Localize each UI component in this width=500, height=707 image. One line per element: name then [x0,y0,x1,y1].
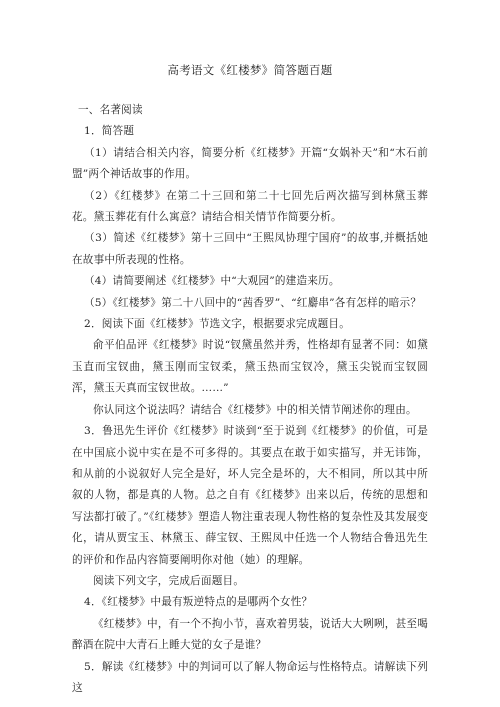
section-heading: 一、名著阅读 [78,104,143,116]
question-paragraph: （3）简述《红楼梦》第十三回中“王熙凤协理宁国府”的故事,并概括她在故事中所表现的性格。 [72,232,428,266]
question-paragraph: 3．鲁迅先生评价《红楼梦》时谈到“至于说到《红楼梦》的价值，可是在中国底小说中实在是不可多得的。其要点在敢于如实描写，并无讳饰，和从前的小说叙好人完全是好，坏人完全是坏的，大不相同，所以其中所叙的人物，都是真的人物。总之自有《红楼梦》出来以后，传统的思想和写法都打破了。”《红楼梦》塑造人物注重表现人物性格的复杂性及其发展变化，请从贾宝玉、林黛玉、薛宝钗、王熙凤中任选一个人物结合鲁迅先生的评价和作品内容简要阐明你对他（她）的理解。 [72,425,428,566]
question-paragraph: （5）《红楼梦》第二十八回中的“茜香罗”、“红麝串”各有怎样的暗示？ [84,296,422,309]
question-heading: 5．解读《红楼梦》中的判词可以了解人物命运与性格特点。请解读下列这 [72,660,428,694]
question-paragraph: （1）请结合相关内容，简要分析《红楼梦》开篇“女娲补天”和“木石前盟”两个神话故事的作用。 [72,146,428,181]
question-paragraph: （4）请简要阐述《红楼梦》中“大观园”的建造来历。 [84,275,340,288]
question-heading: 4．《红楼梦》中最有叛逆特点的是哪两个女性？ [84,596,313,609]
question-paragraph: 《红楼梦》中，有一个不拘小节，喜欢着男装，说话大大咧咧，甚至喝醉酒在院中大青石上睡大觉的女子是谁？ [72,617,428,652]
quoted-passage: 俞平伯品评《红楼梦》时说“钗黛虽然并秀，性格却有显著不同：如黛玉直而宝钗曲，黛玉刚而宝钗柔，黛玉热而宝钗冷，黛玉尖锐而宝钗圆浑，黛玉天真而宝钗世故。……” [72,339,428,395]
reading-instruction: 阅读下列文字，完成后面题目。 [93,574,245,587]
question-paragraph: （2）《红楼梦》在第二十三回和第二十七回先后两次描写到林黛玉葬花。黛玉葬花有什么寓意？请结合相关情节作简要分析。 [72,189,428,224]
question-paragraph: 你认同这个说法吗？请结合《红楼梦》中的相关情节阐述你的理由。 [93,403,417,416]
document-title: 高考语文《红楼梦》简答题百题 [167,63,333,77]
question-heading: 2．阅读下面《红楼梦》节选文字，根据要求完成题目。 [84,318,350,331]
question-heading: 1．简答题 [84,125,135,138]
